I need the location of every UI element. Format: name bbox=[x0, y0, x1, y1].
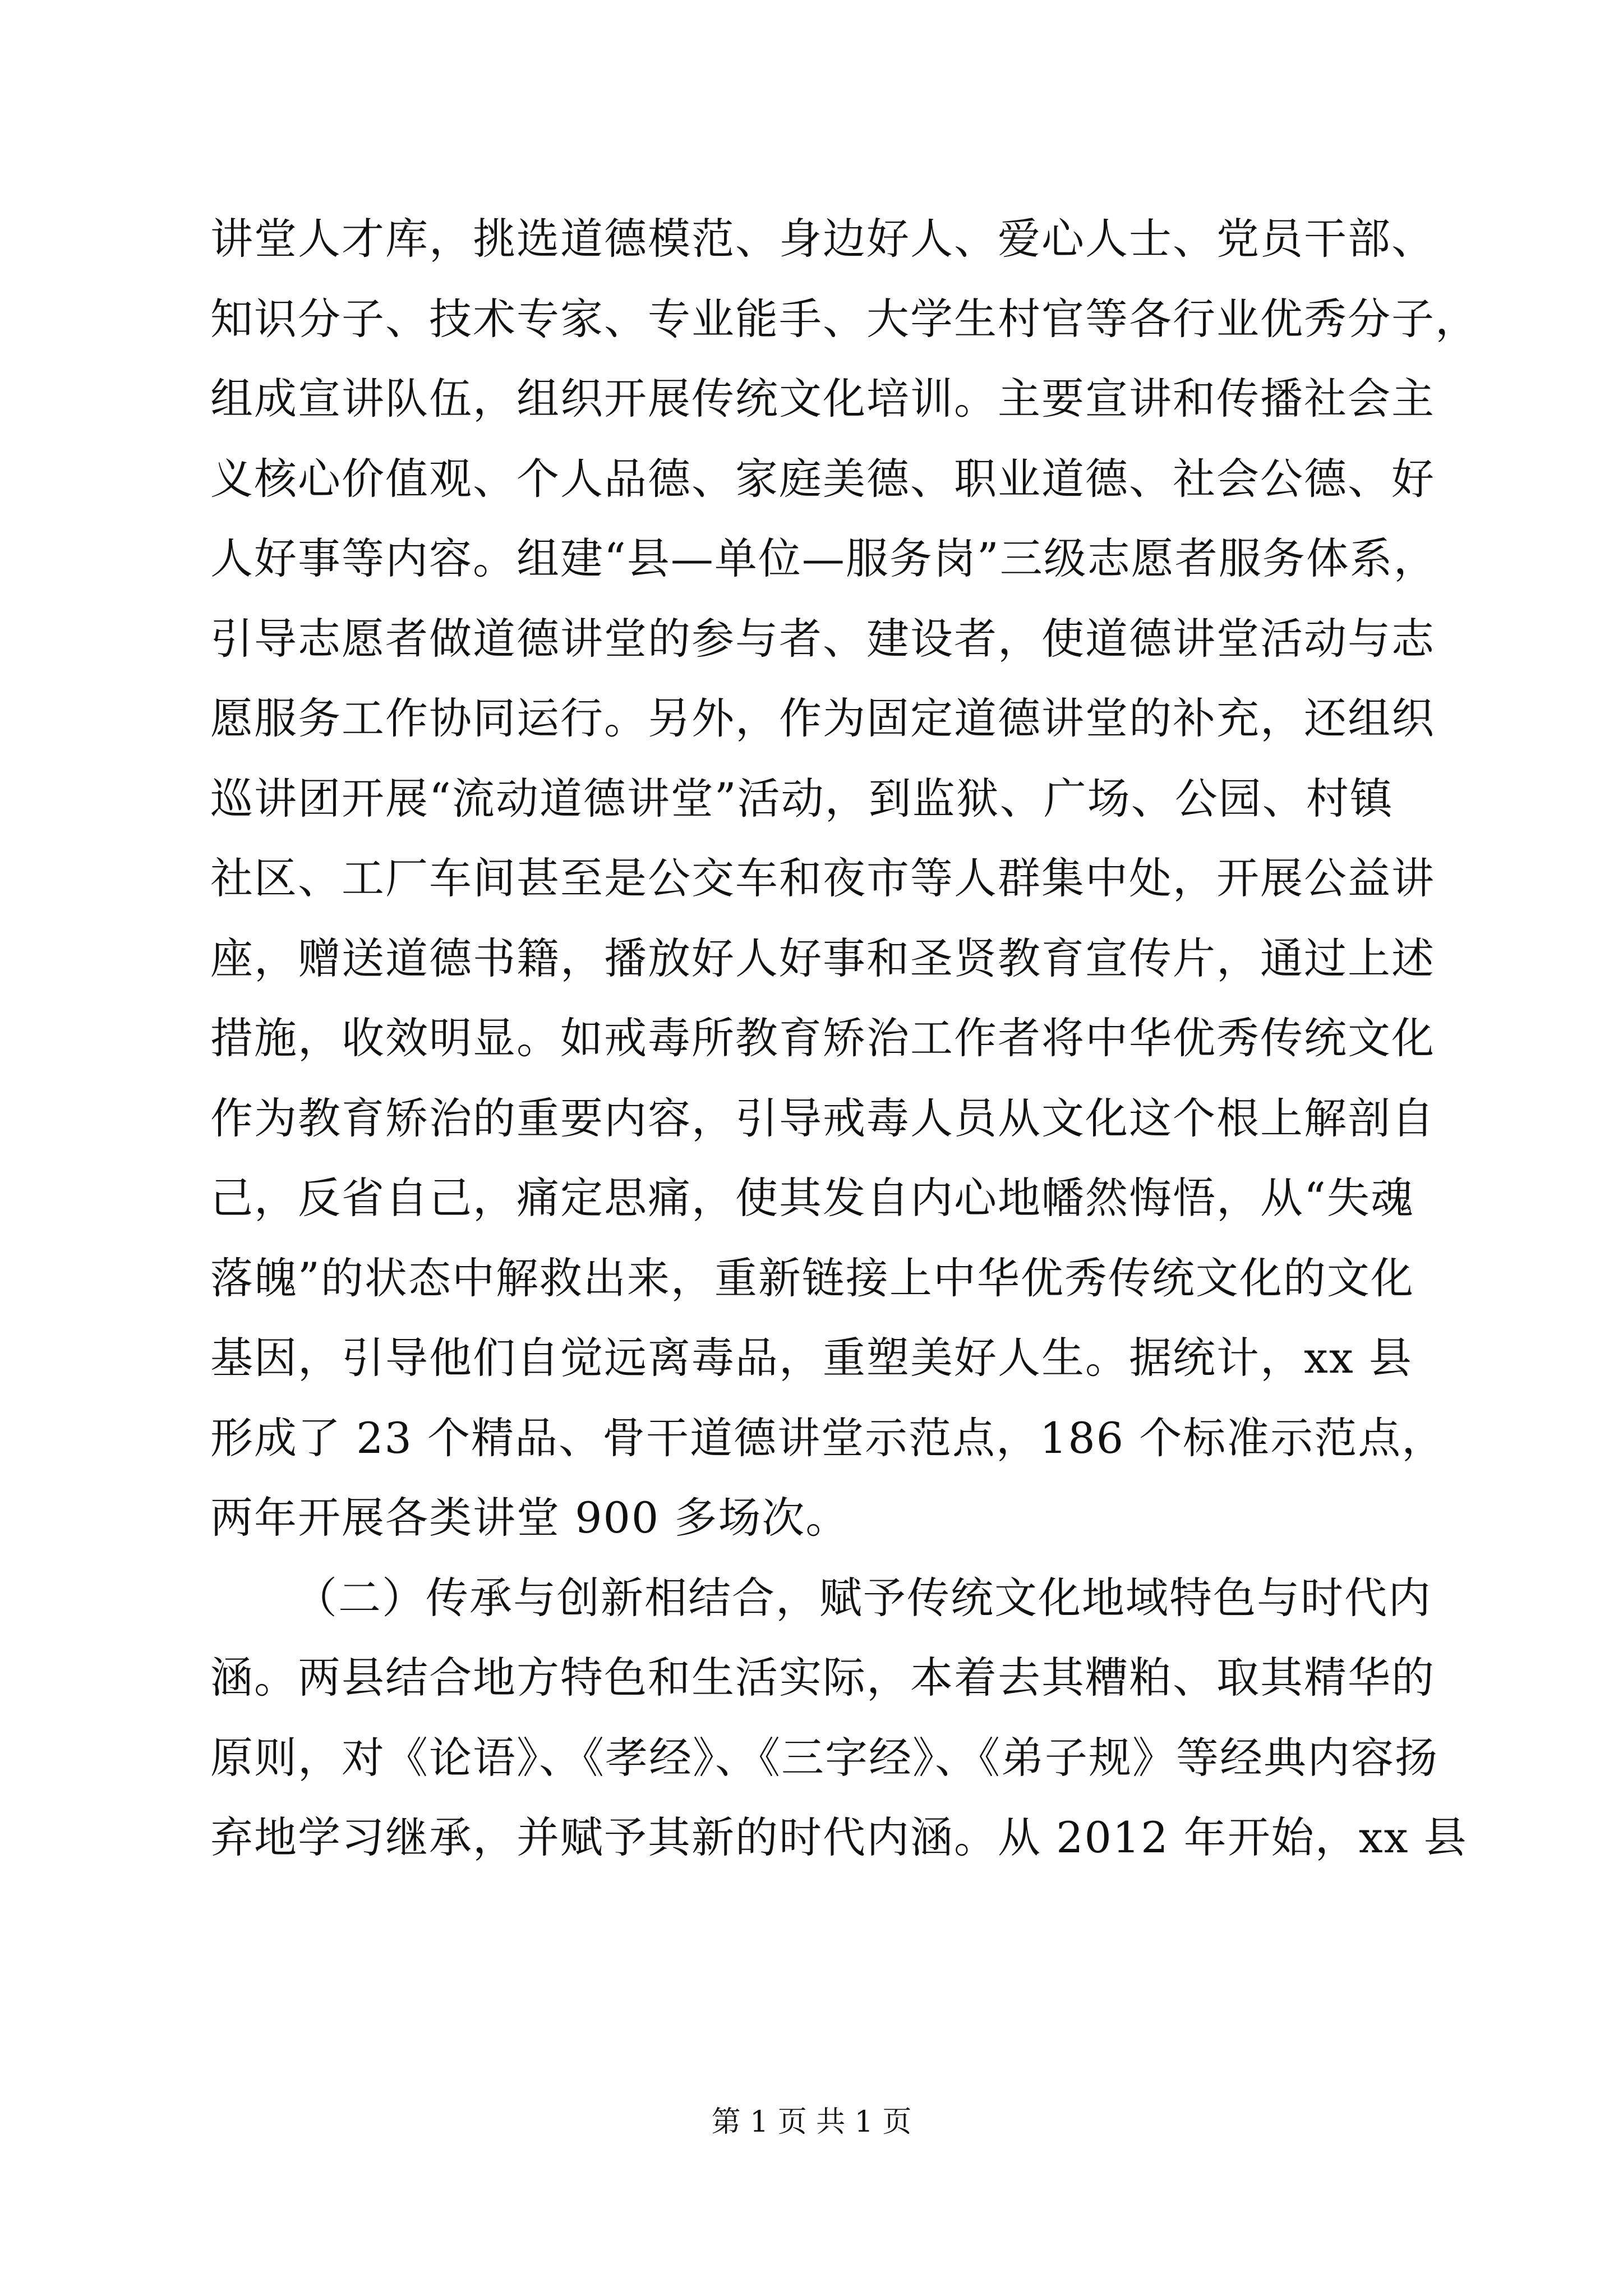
text-line: 讲堂人才库，挑选道德模范、身边好人、爱心人士、党员干部、 bbox=[210, 214, 1435, 264]
text-line: 义核心价值观、个人品德、家庭美德、职业道德、社会公德、好 bbox=[210, 453, 1435, 504]
text-line: 知识分子、技术专家、专业能手、大学生村官等各行业优秀分子， bbox=[210, 293, 1479, 344]
page-footer: 第 1 页 共 1 页 bbox=[711, 2105, 912, 2139]
text-line: 落魄”的状态中解救出来，重新链接上中华优秀传统文化的文化 bbox=[210, 1253, 1414, 1303]
text-line: 人好事等内容。组建“县—单位—服务岗”三级志愿者服务体系， bbox=[210, 533, 1437, 583]
text-line: 两年开展各类讲堂 900 多场次。 bbox=[210, 1493, 850, 1543]
text-line: 己，反省自己，痛定思痛，使其发自内心地幡然悔悟，从“失魂 bbox=[210, 1173, 1414, 1223]
text-line: 组成宣讲队伍，组织开展传统文化培训。主要宣讲和传播社会主 bbox=[210, 374, 1435, 424]
text-line: 涵。两县结合地方特色和生活实际，本着去其糟粕、取其精华的 bbox=[210, 1653, 1435, 1703]
text-line: 基因，引导他们自觉远离毒品，重塑美好人生。据统计，xx 县 bbox=[210, 1333, 1413, 1383]
text-line: 原则，对《论语》、《孝经》、《三字经》、《弟子规》等经典内容扬 bbox=[210, 1732, 1438, 1783]
document-body bbox=[210, 199, 1479, 1878]
section-heading-line: （二）传承与创新相结合，赋予传统文化地域特色与时代内 bbox=[294, 1572, 1432, 1623]
text-line: 社区、工厂车间甚至是公交车和夜市等人群集中处，开展公益讲 bbox=[210, 853, 1435, 903]
text-line: 弃地学习继承，并赋予其新的时代内涵。从 2012 年开始，xx 县 bbox=[210, 1812, 1468, 1862]
text-line: 形成了 23 个精品、骨干道德讲堂示范点，186 个标准示范点， bbox=[210, 1412, 1446, 1463]
text-line: 措施，收效明显。如戒毒所教育矫治工作者将中华优秀传统文化 bbox=[210, 1013, 1435, 1063]
text-line: 作为教育矫治的重要内容，引导戒毒人员从文化这个根上解剖自 bbox=[210, 1093, 1435, 1143]
text-line: 引导志愿者做道德讲堂的参与者、建设者，使道德讲堂活动与志 bbox=[210, 613, 1435, 664]
text-line: 愿服务工作协同运行。另外，作为固定道德讲堂的补充，还组织 bbox=[210, 693, 1435, 743]
text-line: 座，赠送道德书籍，播放好人好事和圣贤教育宣传片，通过上述 bbox=[210, 933, 1435, 983]
text-line: 巡讲团开展“流动道德讲堂”活动，到监狱、广场、公园、村镇 bbox=[210, 773, 1394, 823]
